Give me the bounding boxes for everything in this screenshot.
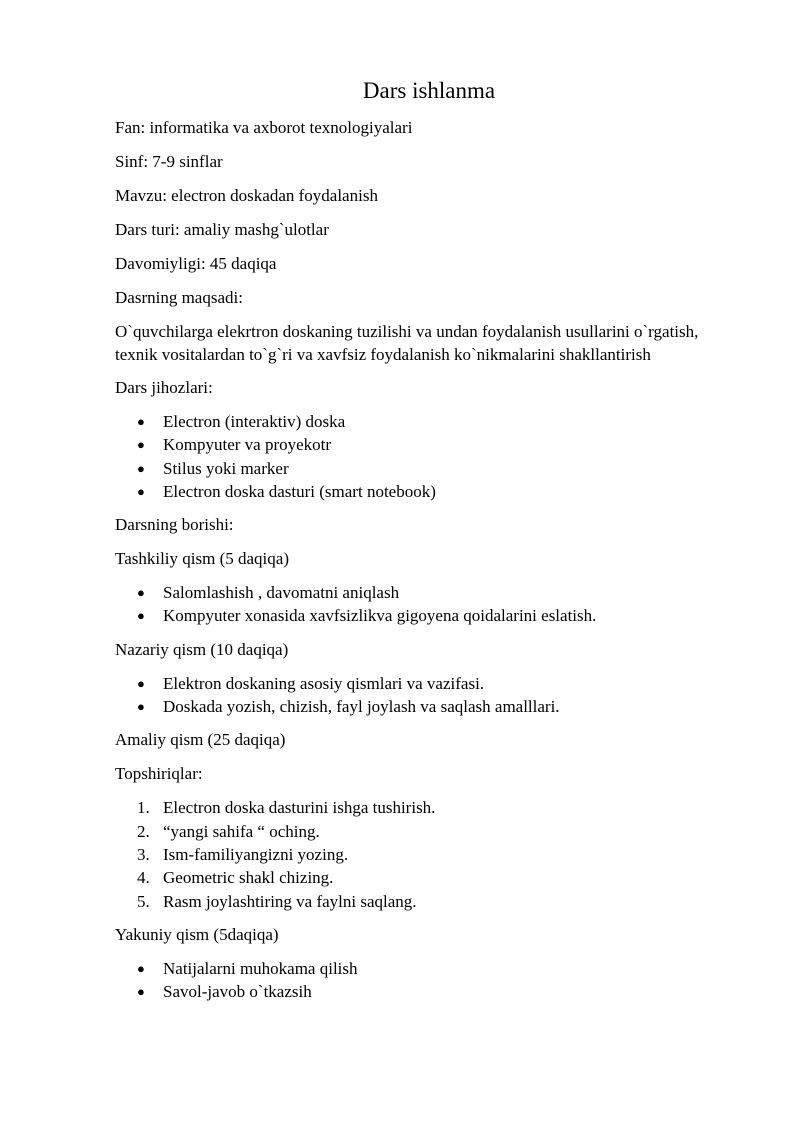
practice-heading: Amaliy qism (25 daqiqa) [115, 730, 286, 750]
bullet-icon: ● [137, 960, 145, 976]
list-item: 2. “yangi sahifa “ oching. [137, 821, 320, 841]
tasks-heading: Topshiriqlar: [115, 764, 203, 784]
equipment-heading: Dars jihozlari: [115, 378, 213, 397]
procedure-heading: Darsning borishi: [115, 515, 234, 535]
list-item: ● Doskada yozish, chizish, fayl joylash va saqlash amalllari. [115, 695, 715, 718]
bullet-icon: ● [137, 608, 145, 624]
list-item: 1. Electron doska dasturini ishga tushirish. [137, 798, 436, 818]
bullet-icon: ● [137, 585, 145, 601]
lesson-type-line: Dars turi: amaliy mashg`ulotlar [115, 220, 329, 239]
list-item: 4. Geometric shakl chizing. [137, 868, 334, 888]
final-heading: Yakuniy qism (5daqiqa) [115, 924, 279, 944]
theory-heading: Nazariy qism (10 daqiqa) [115, 639, 289, 659]
grade-line: Sinf: 7-9 sinflar [115, 152, 223, 171]
final-list [115, 957, 715, 1004]
duration-line: Davomiyligi: 45 daqiqa [115, 254, 277, 273]
goal-text: O`quvchilarga elekrtron doskaning tuzilishi va undan foydalanish usullarini o`rgatish, texnik vositalardan to`g`ri va xavfsiz foydalanish ko`nikmalarini shakllantirish [115, 322, 699, 364]
list-item: ● Stilus yoki marker [115, 457, 715, 480]
topic-line: Mavzu: electron doskadan foydalanish [115, 186, 378, 205]
organizational-heading: Tashkiliy qism (5 daqiqa) [115, 549, 289, 569]
list-item: ● Savol-javob o`tkazsih [115, 980, 715, 1003]
bullet-icon: ● [137, 984, 145, 1000]
bullet-icon: ● [137, 437, 145, 453]
bullet-icon: ● [137, 675, 145, 691]
tasks-list [115, 796, 715, 912]
organizational-list [115, 581, 715, 628]
equipment-list [115, 410, 715, 503]
theory-list [115, 672, 715, 719]
bullet-icon: ● [137, 460, 145, 476]
bullet-icon: ● [137, 699, 145, 715]
list-item: 5. Rasm joylashtiring va faylni saqlang. [137, 891, 417, 911]
list-item: 3. Ism-familiyangizni yozing. [137, 844, 349, 864]
list-item: ● Salomlashish , davomatni aniqlash [115, 581, 715, 604]
list-item: ● Kompyuter xonasida xavfsizlikva gigoyena qoidalarini eslatish. [115, 604, 715, 627]
bullet-icon: ● [137, 414, 145, 429]
list-item: ● Electron doska dasturi (smart notebook) [115, 480, 715, 503]
list-item: ● Electron (interaktiv) doska [115, 410, 715, 433]
bullet-icon: ● [137, 483, 145, 499]
document-page [115, 76, 715, 1013]
goal-heading: Dasrning maqsadi: [115, 288, 243, 307]
subject-line: Fan: informatika va axborot texnologiyalari [115, 118, 413, 137]
list-item: ● Natijalarni muhokama qilish [115, 957, 715, 980]
document-title: Dars ishlanma [362, 78, 496, 103]
list-item: ● Elektron doskaning asosiy qismlari va vazifasi. [115, 672, 715, 695]
list-item: ● Kompyuter va proyekotr [115, 433, 715, 456]
